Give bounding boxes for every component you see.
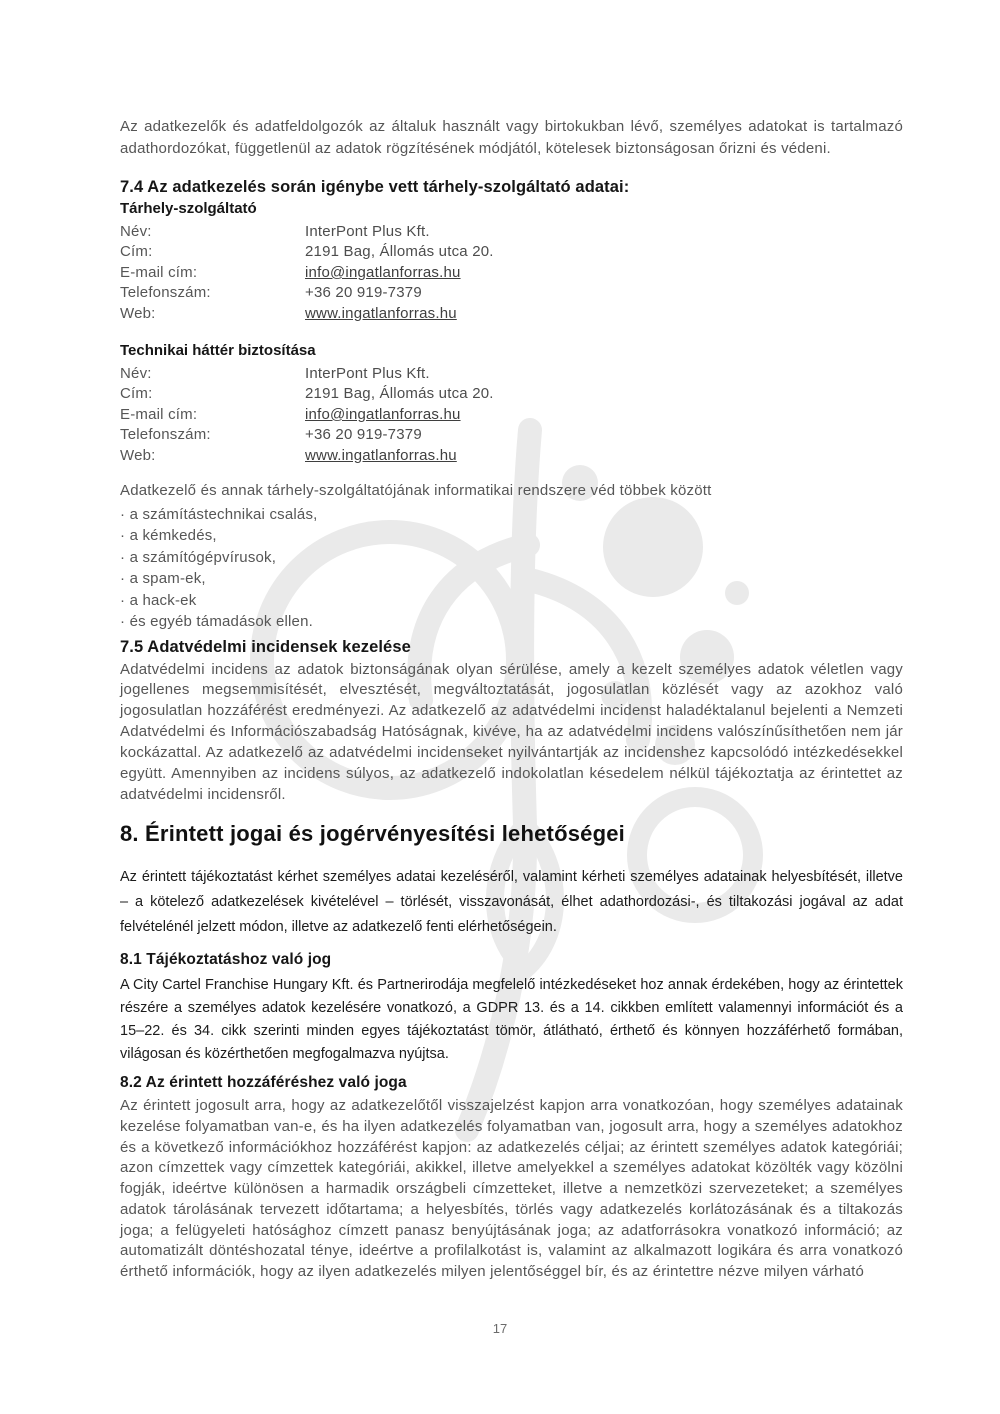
web-link[interactable]: www.ingatlanforras.hu — [305, 304, 457, 322]
protection-bullet-list — [120, 504, 903, 633]
address-label: Cím: — [120, 243, 153, 261]
phone-value: +36 20 919-7379 — [305, 284, 422, 302]
section-8-1-heading: 8.1 Tájékoztatáshoz való jog — [120, 950, 332, 968]
name-value: InterPont Plus Kft. — [305, 223, 430, 240]
email-label: E-mail cím: — [120, 405, 198, 423]
intro-paragraph: Az adatkezelők és adatfeldolgozók az általuk használt vagy birtokukban lévő, személyes adatokat is tartalmazó adathordozókat, függetlenül az adatok rögzítésének módjától, kötelesek biztonságosan őrizni és védeni. — [120, 118, 903, 157]
email-label: E-mail cím: — [120, 263, 198, 281]
bullet-item: · a számítógépvírusok, — [120, 548, 277, 566]
web-label: Web: — [120, 446, 156, 464]
web-label: Web: — [120, 304, 156, 322]
technical-background-details — [120, 364, 903, 466]
section-7-4-heading: 7.4 Az adatkezelés során igénybe vett tárhely-szolgáltató adatai: — [120, 178, 630, 196]
email-link[interactable]: info@ingatlanforras.hu — [305, 263, 461, 281]
hosting-provider-details — [120, 222, 903, 324]
hosting-provider-title: Tárhely-szolgáltató — [120, 200, 257, 217]
name-label: Név: — [120, 365, 152, 383]
bullet-item: · a spam-ek, — [120, 570, 206, 588]
detail-row-address — [120, 384, 903, 404]
phone-value: +36 20 919-7379 — [305, 426, 422, 444]
detail-row-name — [120, 364, 903, 384]
detail-row-phone — [120, 283, 903, 303]
phone-label: Telefonszám: — [120, 284, 211, 302]
detail-row-web — [120, 446, 903, 466]
web-link[interactable]: www.ingatlanforras.hu — [305, 446, 457, 464]
section-8-paragraph: Az érintett tájékoztatást kérhet személyes adatai kezeléséről, valamint kérheti személyes adatainak helyesbítését, illetve – a kötelező adatkezelések kivételével – törlését, visszavonását, élhet adathordozási-, és tiltakozási jogával az adat felvételénél jelzett módon, illetve az adatkezelő fenti elérhetőségein. — [120, 868, 903, 935]
page-number: 17 — [492, 1321, 508, 1336]
detail-row-email — [120, 263, 903, 283]
section-8-2-paragraph: Az érintett jogosult arra, hogy az adatkezelőtől visszajelzést kapjon arra vonatkozóan, hogy személyes adatainak kezelése folyamatban van-e, és ha ilyen adatkezelés folyamatban van, jogosult arra, hogy a személyes adatokhoz és a következő információkhoz hozzáférést kapjon: az adatkezelés céljai; az érintett személyes adatok kategóriái; azon címzettek vagy címzettek kategóriái, akikkel, illetve amelyekkel a személyes adatokat közölték vagy közölni fogják, ideértve különösen a harmadik országbeli címzetteket, illetve a nemzetközi szervezeteket; a személyes adatok tárolásának tervezett időtartama; a helyesbítés, törlés vagy adatkezelés korlátozásának és a tiltakozás joga; a felügyeleti hatósághoz címzett panasz benyújtásának joga; az adatforrásokra vonatkozó információ; az automatizált döntéshozatal ténye, ideértve a profilalkotást is, valamint az alkalmazott logikára és arra vonatkozó érthető információk, hogy az ilyen adatkezelés milyen jelentőséggel bír, és az érintettre nézve milyen várható — [120, 1096, 903, 1281]
detail-row-web — [120, 304, 903, 324]
section-8-heading: 8. Érintett jogai és jogérvényesítési lehetőségei — [120, 820, 625, 846]
section-8-1-paragraph: A City Cartel Franchise Hungary Kft. és Partnerirodája megfelelő intézkedéseket hoz annak érdekében, hogy az érintettek részére a személyes adatok kezelésére vonatkozó, a GDPR 13. és a 14. cikkben említett valamennyi információt és a 15–22. és 34. cikk szerinti minden egyes tájékoztatást tömör, átlátható, érthető és könnyen hozzáférhető formában, világosan és közérthetően megfogalmazva nyújtsa. — [120, 976, 903, 1062]
detail-row-name — [120, 222, 903, 242]
phone-label: Telefonszám: — [120, 426, 211, 444]
address-label: Cím: — [120, 385, 153, 403]
section-8-2-heading: 8.2 Az érintett hozzáféréshez való joga — [120, 1073, 407, 1091]
technical-background-title: Technikai háttér biztosítása — [120, 342, 316, 360]
name-label: Név: — [120, 223, 152, 240]
bullet-item: · a számítástechnikai csalás, — [120, 505, 318, 523]
bullet-item: · és egyéb támadások ellen. — [120, 613, 314, 631]
email-link[interactable]: info@ingatlanforras.hu — [305, 405, 461, 423]
detail-row-address — [120, 242, 903, 262]
name-value: InterPont Plus Kft. — [305, 365, 430, 383]
section-7-5-paragraph: Adatvédelmi incidens az adatok biztonságának olyan sérülése, amely a kezelt személyes adatok véletlen vagy jogellenes megsemmisítését, elvesztését, megváltoztatását, jogosulatlan közlését vagy az azokhoz való jogosulatlan hozzáférést eredményezi. Az adatkezelő az adatvédelmi incidenst haladéktalanul bejelenti a Nemzeti Adatvédelmi és Információszabadság Hatóságnak, kivéve, ha az adatvédelmi incidens valószínűsíthetően nem jár kockázattal. Az adatkezelő az adatvédelmi incidenseket nyilvántartják az incidenshez kapcsolódó intézkedésekkel együtt. Amennyiben az incidens súlyos, az adatkezelő indokolatlan késedelem nélkül tájékoztatja az érintettet az adatvédelmi incidensről. — [120, 660, 903, 803]
page-content — [0, 116, 1000, 1283]
section-7-5-heading: 7.5 Adatvédelmi incidensek kezelése — [120, 637, 411, 656]
protection-intro: Adatkezelő és annak tárhely-szolgáltatójának informatikai rendszere véd többek között — [120, 482, 712, 500]
bullet-item: · a kémkedés, — [120, 527, 217, 545]
bullet-item: · a hack-ek — [120, 591, 197, 609]
detail-row-email — [120, 405, 903, 425]
detail-row-phone — [120, 425, 903, 445]
address-value: 2191 Bag, Állomás utca 20. — [305, 243, 494, 261]
address-value: 2191 Bag, Állomás utca 20. — [305, 385, 494, 403]
